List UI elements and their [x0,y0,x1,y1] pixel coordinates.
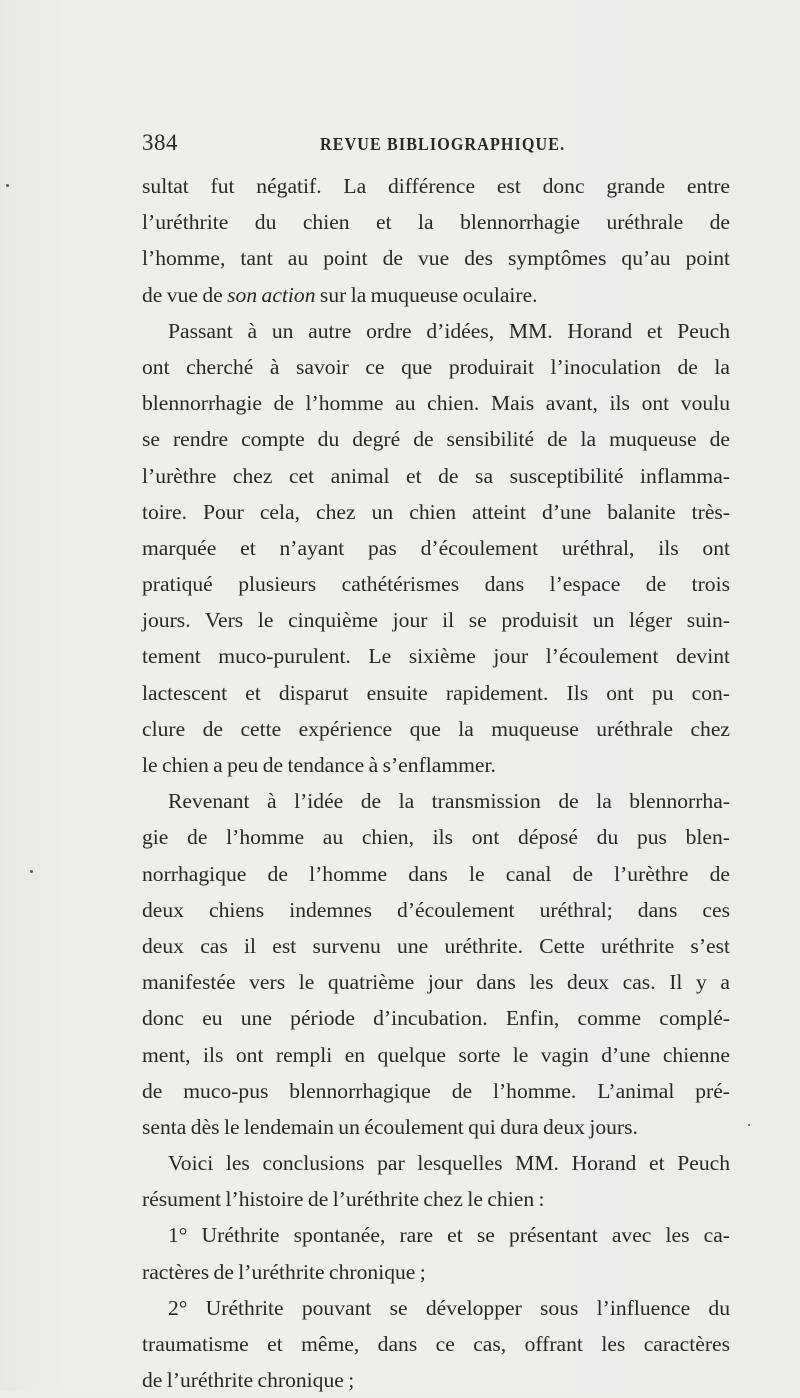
text-line [142,602,730,638]
margin-speck [748,1124,750,1126]
text-segment: sur la muqueuse oculaire. [315,282,538,307]
text-line [142,385,730,421]
text-segment: résument l’histoire de l’uréthrite chez le chien : [142,1187,545,1212]
text-segment: senta dès le lendemain un écoulement qui dura deux jours. [142,1114,638,1139]
margin-speck [30,870,33,873]
text-segment: de l’uréthrite chronique ; [142,1368,355,1393]
text-line [142,1181,730,1217]
text-line [142,349,730,385]
text-segment: le chien a peu de tendance à s’enflammer. [142,753,496,777]
body-text [142,168,730,1398]
text-line [142,1326,730,1362]
text-line [142,747,730,783]
text-line [142,530,730,566]
text-line [142,168,730,204]
text-line [142,928,730,964]
text-segment: se rendre compte du degré de sensibilité de la muqueuse de [142,427,730,452]
text-line [142,1290,730,1326]
page-header [142,128,728,162]
text-line [142,964,730,1000]
text-segment: norrhagique de l’homme dans le canal de l’urèthre de [142,861,730,886]
text-segment: deux cas il est survenu une uréthrite. Cette uréthrite s’est [142,933,730,958]
text-segment: deux chiens indemnes d’écoulement uréthral; dans ces [142,897,730,922]
text-segment: sultat fut négatif. La différence est donc grande entre [142,174,730,198]
text-line [142,1254,730,1290]
text-segment: lactescent et disparut ensuite rapidement. Ils ont pu con- [142,680,730,705]
text-segment: ment, ils ont rempli en quelque sorte le vagin d’une chienne [142,1042,730,1067]
text-segment: de vue de [142,282,228,307]
text-line [142,819,730,855]
text-segment: blennorrhagie de l’homme au chien. Mais avant, ils ont voulu [142,391,730,416]
text-segment: pratiqué plusieurs cathétérismes dans l’espace de trois [142,572,730,597]
text-line [142,1000,730,1036]
italic-text-segment: son action [227,282,316,307]
text-segment: marquée et n’ayant pas d’écoulement uréthral, ils ont [142,535,730,560]
text-segment: Revenant à l’idée de la transmission de la blennorrha- [168,789,730,814]
text-line [142,783,730,819]
text-segment: ractères de l’uréthrite chronique ; [142,1259,426,1284]
text-line [142,856,730,892]
text-line [142,458,730,494]
text-segment: l’urèthre chez cet animal et de sa susceptibilité inflamma- [142,463,730,488]
text-line [142,240,730,276]
text-line [142,277,730,313]
text-segment: manifestée vers le quatrième jour dans les deux cas. Il y a [142,970,730,995]
text-line [142,1145,730,1181]
text-line [142,1109,730,1145]
text-segment: gie de l’homme au chien, ils ont déposé du pus blen- [142,825,730,850]
text-line [142,711,730,747]
text-line [142,1362,730,1398]
text-segment: traumatisme et même, dans ce cas, offrant les caractères [142,1332,730,1356]
text-segment: 1° Uréthrite spontanée, rare et se présentant avec les ca- [168,1223,730,1248]
text-segment: Voici les conclusions par lesquelles MM. Horand et Peuch [168,1151,730,1176]
text-line [142,1073,730,1109]
text-line [142,1217,730,1253]
text-line [142,566,730,602]
text-line [142,1037,730,1073]
running-head: REVUE BIBLIOGRAPHIQUE. [320,134,566,154]
text-segment: Passant à un autre ordre d’idées, MM. Horand et Peuch [168,318,730,343]
text-segment: l’uréthrite du chien et la blennorrhagie uréthrale de [142,210,730,235]
text-segment: toire. Pour cela, chez un chien atteint d’une balanite très- [142,499,730,524]
text-segment: de muco-pus blennorrhagique de l’homme. L’animal pré- [142,1078,730,1103]
text-segment: l’homme, tant au point de vue des symptômes qu’au point [142,246,730,271]
text-line [142,494,730,530]
text-line [142,675,730,711]
text-segment: jours. Vers le cinquième jour il se produisit un léger suin- [142,608,730,633]
text-line [142,892,730,928]
text-segment: donc eu une période d’incubation. Enfin, comme complé- [142,1006,730,1031]
text-line [142,313,730,349]
text-line [142,421,730,457]
text-segment: clure de cette expérience que la muqueuse uréthrale chez [142,716,730,741]
page-number: 384 [142,130,178,155]
text-segment: tement muco-purulent. Le sixième jour l’écoulement devint [142,644,730,669]
text-line [142,204,730,240]
text-segment: ont cherché à savoir ce que produirait l’inoculation de la [142,354,730,379]
text-segment: 2° Uréthrite pouvant se développer sous l’influence du [168,1295,730,1320]
margin-speck [6,184,9,187]
text-line [142,638,730,674]
